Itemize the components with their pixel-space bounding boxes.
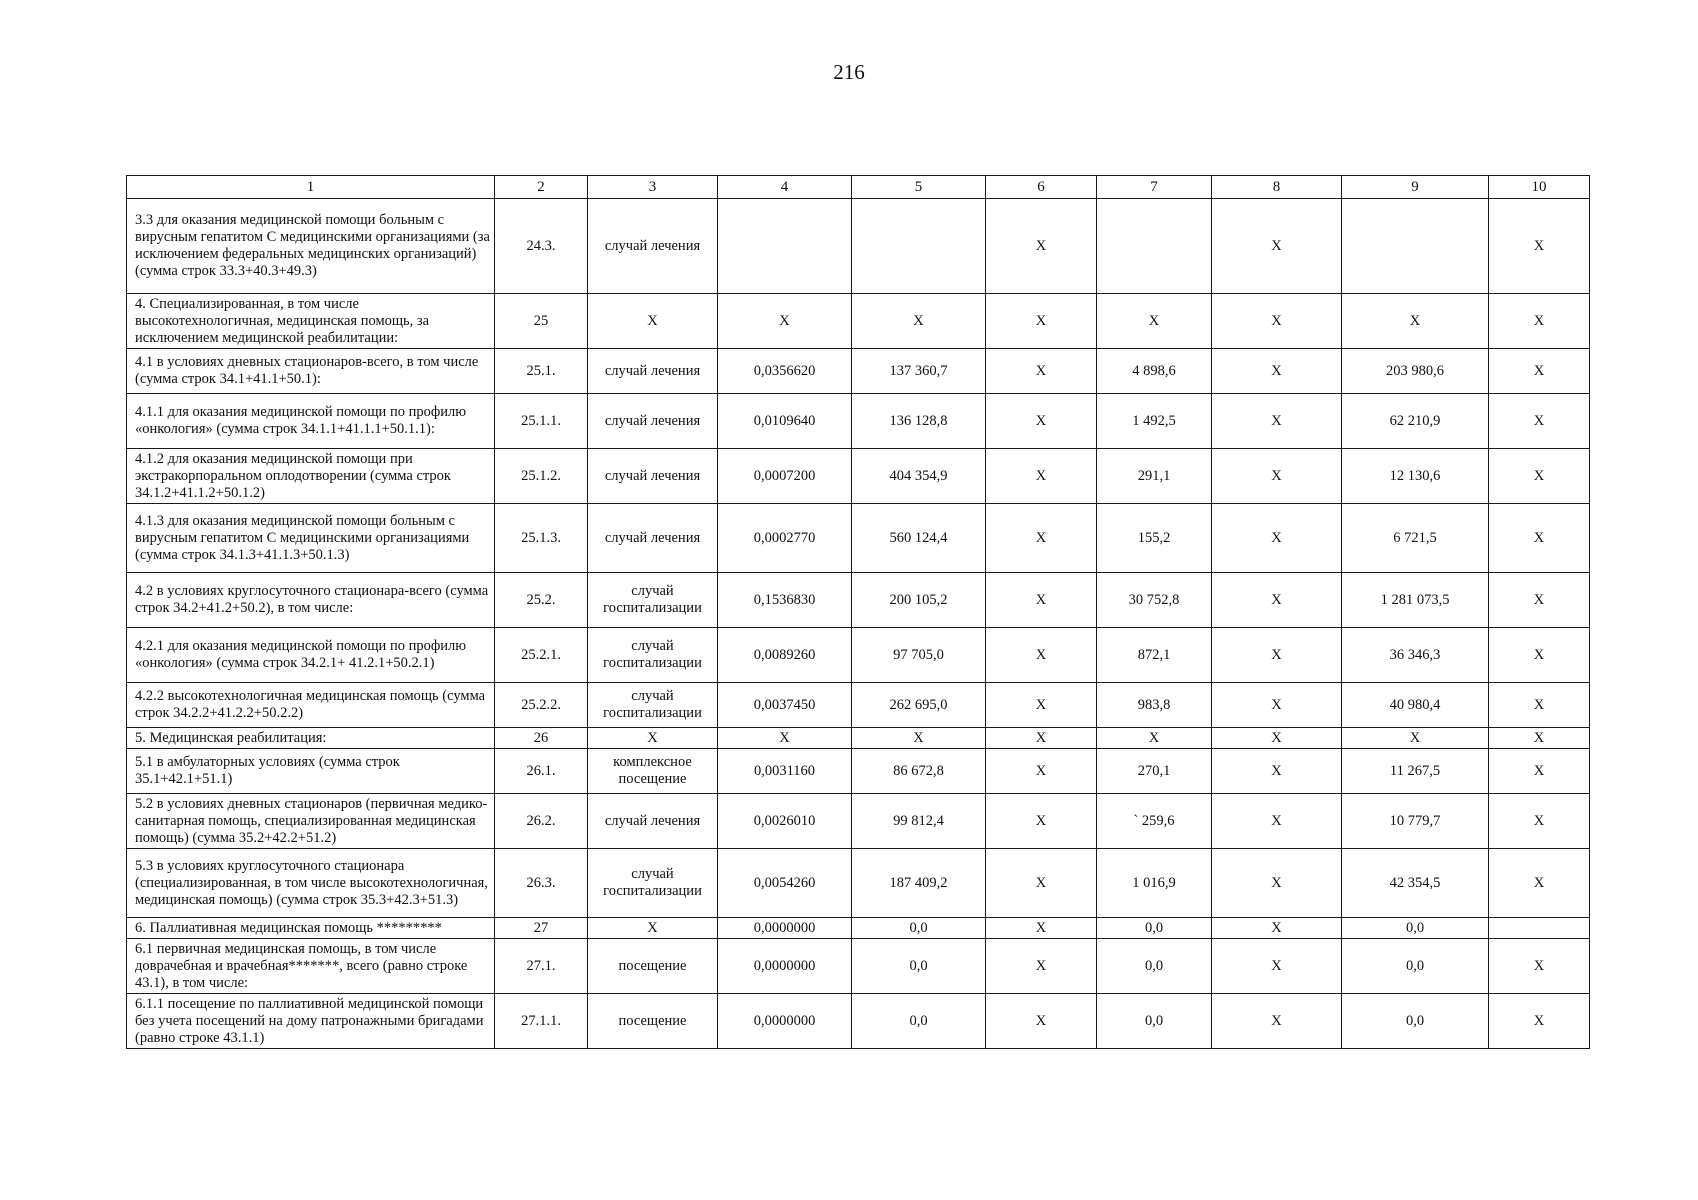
table-cell: X bbox=[1489, 749, 1590, 794]
table-cell bbox=[1097, 199, 1212, 294]
table-row bbox=[127, 749, 1590, 794]
unit-cell: случай госпитализации bbox=[588, 628, 718, 683]
row-name: 4.1 в условиях дневных стационаров-всего, в том числе (сумма строк 34.1+41.1+50.1): bbox=[127, 349, 495, 394]
table-cell: X bbox=[1489, 394, 1590, 449]
table-cell: 0,0 bbox=[852, 994, 986, 1049]
table-cell: X bbox=[1212, 683, 1342, 728]
unit-cell: случай лечения bbox=[588, 449, 718, 504]
table-cell: X bbox=[1212, 628, 1342, 683]
unit-cell: случай лечения bbox=[588, 199, 718, 294]
table-cell: X bbox=[986, 749, 1097, 794]
table-cell: X bbox=[1342, 728, 1489, 749]
table-cell: 40 980,4 bbox=[1342, 683, 1489, 728]
table-cell: X bbox=[1489, 199, 1590, 294]
unit-cell: X bbox=[588, 294, 718, 349]
table-cell: 0,0002770 bbox=[718, 504, 852, 573]
table-cell: X bbox=[1342, 294, 1489, 349]
table-cell: X bbox=[986, 918, 1097, 939]
table-cell: X bbox=[1212, 449, 1342, 504]
unit-cell: X bbox=[588, 728, 718, 749]
table-cell: X bbox=[852, 294, 986, 349]
row-name: 5. Медицинская реабилитация: bbox=[127, 728, 495, 749]
table-cell: X bbox=[986, 294, 1097, 349]
unit-cell: случай лечения bbox=[588, 349, 718, 394]
table-cell: 42 354,5 bbox=[1342, 849, 1489, 918]
table-cell: X bbox=[986, 794, 1097, 849]
unit-cell: случай госпитализации bbox=[588, 573, 718, 628]
table-cell: 1 492,5 bbox=[1097, 394, 1212, 449]
table-cell: 155,2 bbox=[1097, 504, 1212, 573]
row-code: 27.1. bbox=[495, 939, 588, 994]
unit-cell: X bbox=[588, 918, 718, 939]
table-cell: X bbox=[986, 628, 1097, 683]
table-cell: X bbox=[1212, 294, 1342, 349]
row-name: 3.3 для оказания медицинской помощи больным с вирусным гепатитом С медицинскими организациями (за исключением федеральных медицинских организаций) (сумма строк 33.3+40.3+49.3) bbox=[127, 199, 495, 294]
row-code: 25 bbox=[495, 294, 588, 349]
column-header: 6 bbox=[986, 176, 1097, 199]
table-cell: 97 705,0 bbox=[852, 628, 986, 683]
table-cell: X bbox=[986, 728, 1097, 749]
table-cell: 0,0109640 bbox=[718, 394, 852, 449]
unit-cell: случай госпитализации bbox=[588, 849, 718, 918]
table-cell: 404 354,9 bbox=[852, 449, 986, 504]
table-cell: 187 409,2 bbox=[852, 849, 986, 918]
table-cell: 0,0031160 bbox=[718, 749, 852, 794]
table-row bbox=[127, 728, 1590, 749]
table-row bbox=[127, 294, 1590, 349]
row-name: 4.2 в условиях круглосуточного стационара-всего (сумма строк 34.2+41.2+50.2), в том числе: bbox=[127, 573, 495, 628]
table-cell: X bbox=[986, 349, 1097, 394]
row-code: 27.1.1. bbox=[495, 994, 588, 1049]
row-name: 5.1 в амбулаторных условиях (сумма строк 35.1+42.1+51.1) bbox=[127, 749, 495, 794]
table-cell: 0,0356620 bbox=[718, 349, 852, 394]
unit-cell: комплексное посещение bbox=[588, 749, 718, 794]
table-cell: X bbox=[986, 849, 1097, 918]
row-code: 26.1. bbox=[495, 749, 588, 794]
table-cell: 560 124,4 bbox=[852, 504, 986, 573]
table-cell: X bbox=[1489, 794, 1590, 849]
row-name: 4.1.3 для оказания медицинской помощи больным с вирусным гепатитом С медицинскими организациями (сумма строк 34.1.3+41.1.3+50.1.3) bbox=[127, 504, 495, 573]
table-cell: 99 812,4 bbox=[852, 794, 986, 849]
table-cell: X bbox=[1489, 939, 1590, 994]
table-cell: 0,0054260 bbox=[718, 849, 852, 918]
table-cell: 872,1 bbox=[1097, 628, 1212, 683]
row-code: 25.1. bbox=[495, 349, 588, 394]
row-code: 25.2. bbox=[495, 573, 588, 628]
table-cell: X bbox=[718, 294, 852, 349]
row-code: 25.2.2. bbox=[495, 683, 588, 728]
table-cell: 0,0026010 bbox=[718, 794, 852, 849]
table-cell bbox=[1489, 918, 1590, 939]
table-cell: 291,1 bbox=[1097, 449, 1212, 504]
column-header: 3 bbox=[588, 176, 718, 199]
column-header: 4 bbox=[718, 176, 852, 199]
table-cell: X bbox=[1489, 849, 1590, 918]
table-row bbox=[127, 794, 1590, 849]
table-cell: X bbox=[986, 394, 1097, 449]
table-cell: X bbox=[986, 504, 1097, 573]
table-cell: 262 695,0 bbox=[852, 683, 986, 728]
row-name: 6. Паллиативная медицинская помощь ********* bbox=[127, 918, 495, 939]
table-cell: 11 267,5 bbox=[1342, 749, 1489, 794]
table-row bbox=[127, 939, 1590, 994]
row-name: 4. Специализированная, в том числе высокотехнологичная, медицинская помощь, за исключением медицинской реабилитации: bbox=[127, 294, 495, 349]
row-code: 26 bbox=[495, 728, 588, 749]
table-cell: 0,0 bbox=[1342, 939, 1489, 994]
table-cell: X bbox=[1212, 728, 1342, 749]
table-cell: 36 346,3 bbox=[1342, 628, 1489, 683]
unit-cell: случай лечения bbox=[588, 504, 718, 573]
column-header: 2 bbox=[495, 176, 588, 199]
table-row bbox=[127, 449, 1590, 504]
row-code: 25.1.1. bbox=[495, 394, 588, 449]
table-cell: X bbox=[1489, 683, 1590, 728]
row-name: 4.2.1 для оказания медицинской помощи по профилю «онкология» (сумма строк 34.2.1+ 41.2.1+50.2.1) bbox=[127, 628, 495, 683]
table-cell: X bbox=[986, 683, 1097, 728]
table-cell: 0,0 bbox=[1097, 994, 1212, 1049]
table-cell: 203 980,6 bbox=[1342, 349, 1489, 394]
table-row bbox=[127, 573, 1590, 628]
row-name: 5.2 в условиях дневных стационаров (первичная медико-санитарная помощь, специализированная медицинская помощь) (сумма 35.2+42.2+51.2) bbox=[127, 794, 495, 849]
table-cell: 1 016,9 bbox=[1097, 849, 1212, 918]
page-number: 216 bbox=[833, 60, 865, 84]
column-header: 5 bbox=[852, 176, 986, 199]
table-cell: X bbox=[1212, 573, 1342, 628]
table-cell: 0,0000000 bbox=[718, 939, 852, 994]
table-cell: X bbox=[1097, 728, 1212, 749]
column-header: 9 bbox=[1342, 176, 1489, 199]
table-cell: ` 259,6 bbox=[1097, 794, 1212, 849]
row-name: 5.3 в условиях круглосуточного стационара (специализированная, в том числе высокотехнологичная, медицинская помощь) (сумма строк 35.3+42.3+51.3) bbox=[127, 849, 495, 918]
row-code: 26.2. bbox=[495, 794, 588, 849]
table-cell: 30 752,8 bbox=[1097, 573, 1212, 628]
table-cell: X bbox=[1212, 849, 1342, 918]
table-row bbox=[127, 349, 1590, 394]
table-cell: 10 779,7 bbox=[1342, 794, 1489, 849]
table-cell: X bbox=[1212, 199, 1342, 294]
table-cell: X bbox=[1212, 794, 1342, 849]
table-cell: 0,0000000 bbox=[718, 994, 852, 1049]
table-cell bbox=[852, 199, 986, 294]
unit-cell: случай лечения bbox=[588, 394, 718, 449]
table-cell: X bbox=[1212, 918, 1342, 939]
table-cell: X bbox=[986, 449, 1097, 504]
table-cell: 62 210,9 bbox=[1342, 394, 1489, 449]
table-cell: X bbox=[1489, 349, 1590, 394]
table-cell: 0,0 bbox=[852, 918, 986, 939]
table-cell: 0,0 bbox=[1342, 918, 1489, 939]
table-cell: X bbox=[1212, 939, 1342, 994]
table-row bbox=[127, 918, 1590, 939]
table-cell: 0,0 bbox=[852, 939, 986, 994]
row-code: 26.3. bbox=[495, 849, 588, 918]
table-row bbox=[127, 199, 1590, 294]
table-row bbox=[127, 628, 1590, 683]
row-name: 4.1.2 для оказания медицинской помощи при экстракорпоральном оплодотворении (сумма строк 34.1.2+41.1.2+50.1.2) bbox=[127, 449, 495, 504]
table-cell: X bbox=[718, 728, 852, 749]
table-cell: 4 898,6 bbox=[1097, 349, 1212, 394]
row-name: 4.2.2 высокотехнологичная медицинская помощь (сумма строк 34.2.2+41.2.2+50.2.2) bbox=[127, 683, 495, 728]
table-cell: X bbox=[1489, 994, 1590, 1049]
table-row bbox=[127, 504, 1590, 573]
column-header: 1 bbox=[127, 176, 495, 199]
row-name: 6.1.1 посещение по паллиативной медицинской помощи без учета посещений на дому патронажными бригадами (равно строке 43.1.1) bbox=[127, 994, 495, 1049]
table-cell: 12 130,6 bbox=[1342, 449, 1489, 504]
row-code: 25.1.3. bbox=[495, 504, 588, 573]
column-header: 7 bbox=[1097, 176, 1212, 199]
row-code: 25.2.1. bbox=[495, 628, 588, 683]
data-table bbox=[126, 175, 1590, 1049]
table-cell: 0,0000000 bbox=[718, 918, 852, 939]
column-header: 10 bbox=[1489, 176, 1590, 199]
table-cell: 136 128,8 bbox=[852, 394, 986, 449]
table-cell: X bbox=[1489, 449, 1590, 504]
table-cell: X bbox=[986, 573, 1097, 628]
table-cell: X bbox=[1489, 728, 1590, 749]
table-cell: X bbox=[1212, 504, 1342, 573]
table-cell: 0,0089260 bbox=[718, 628, 852, 683]
row-name: 4.1.1 для оказания медицинской помощи по профилю «онкология» (сумма строк 34.1.1+41.1.1+50.1.1): bbox=[127, 394, 495, 449]
column-header: 8 bbox=[1212, 176, 1342, 199]
row-code: 27 bbox=[495, 918, 588, 939]
table-cell: 270,1 bbox=[1097, 749, 1212, 794]
table-cell: X bbox=[1212, 349, 1342, 394]
table-cell: 1 281 073,5 bbox=[1342, 573, 1489, 628]
unit-cell: случай лечения bbox=[588, 794, 718, 849]
table-cell: X bbox=[986, 199, 1097, 294]
table-cell: 200 105,2 bbox=[852, 573, 986, 628]
table-cell: 86 672,8 bbox=[852, 749, 986, 794]
table-cell: 0,0007200 bbox=[718, 449, 852, 504]
table-cell: X bbox=[986, 994, 1097, 1049]
table-row bbox=[127, 849, 1590, 918]
table-cell: 137 360,7 bbox=[852, 349, 986, 394]
table-cell: X bbox=[1212, 394, 1342, 449]
table-cell: X bbox=[1489, 573, 1590, 628]
table-cell: X bbox=[1212, 994, 1342, 1049]
table-cell bbox=[1342, 199, 1489, 294]
table-cell: X bbox=[1097, 294, 1212, 349]
row-code: 24.3. bbox=[495, 199, 588, 294]
table-cell: X bbox=[986, 939, 1097, 994]
table-cell bbox=[718, 199, 852, 294]
table-row bbox=[127, 994, 1590, 1049]
table-cell: 0,0 bbox=[1097, 918, 1212, 939]
table-cell: X bbox=[1489, 294, 1590, 349]
table-cell: X bbox=[1489, 628, 1590, 683]
table-cell: 0,1536830 bbox=[718, 573, 852, 628]
row-name: 6.1 первичная медицинская помощь, в том числе доврачебная и врачебная*******, всего (равно строке 43.1), в том числе: bbox=[127, 939, 495, 994]
table-cell: 983,8 bbox=[1097, 683, 1212, 728]
table-row bbox=[127, 394, 1590, 449]
table-cell: 6 721,5 bbox=[1342, 504, 1489, 573]
table-row bbox=[127, 683, 1590, 728]
table-cell: 0,0 bbox=[1097, 939, 1212, 994]
unit-cell: случай госпитализации bbox=[588, 683, 718, 728]
unit-cell: посещение bbox=[588, 939, 718, 994]
row-code: 25.1.2. bbox=[495, 449, 588, 504]
table-cell: X bbox=[1212, 749, 1342, 794]
table-cell: X bbox=[852, 728, 986, 749]
table-cell: 0,0 bbox=[1342, 994, 1489, 1049]
table-cell: 0,0037450 bbox=[718, 683, 852, 728]
unit-cell: посещение bbox=[588, 994, 718, 1049]
header-row bbox=[127, 176, 1590, 199]
table-cell: X bbox=[1489, 504, 1590, 573]
